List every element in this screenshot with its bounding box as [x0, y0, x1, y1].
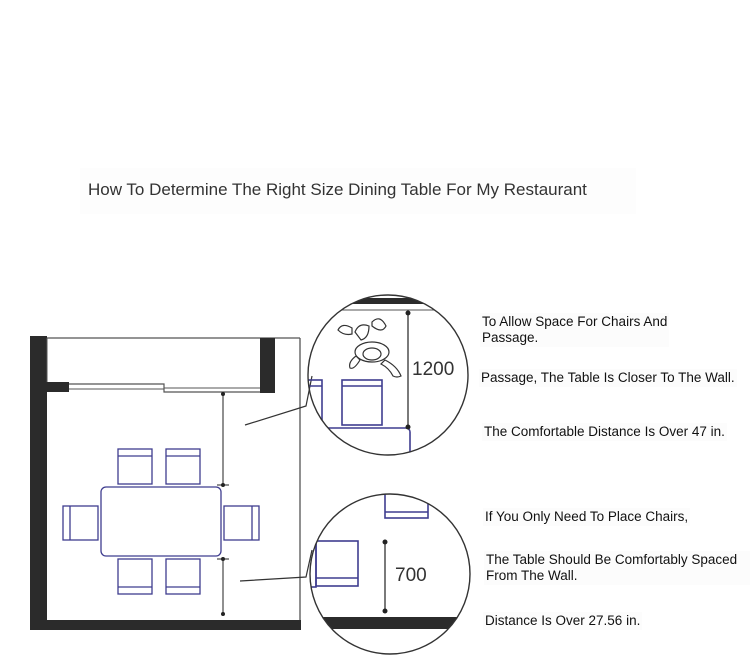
plan-dimension-upper-dot [221, 392, 225, 396]
chair-top-right [166, 449, 200, 484]
callout-top-pointer [245, 376, 312, 425]
callout-bottom-dimension-label: 700 [395, 565, 427, 586]
person-figure-icon [338, 319, 401, 377]
page-title: How To Determine The Right Size Dining Table For My Restaurant [88, 180, 587, 199]
top-note-3: The Comfortable Distance Is Over 47 in. [484, 424, 725, 439]
bottom-note-2-line-2: From The Wall. [486, 568, 578, 583]
top-note-1 [480, 313, 669, 347]
top-note-1-line-1: To Allow Space For Chairs And [482, 314, 668, 329]
bottom-note-3: Distance Is Over 27.56 in. [485, 613, 641, 628]
top-note-2: Passage, The Table Is Closer To The Wall. [481, 370, 735, 385]
callout-top-wall [300, 298, 480, 304]
plan-dimension-lower-dot [221, 612, 225, 616]
chair-bottom-left [118, 559, 152, 594]
bottom-note-2 [484, 551, 750, 585]
floor-plan [30, 336, 301, 630]
table-set [63, 449, 259, 594]
bottom-wall [30, 620, 301, 630]
bottom-note-1: If You Only Need To Place Chairs, [485, 509, 689, 524]
callout-top-dimension-label: 1200 [412, 359, 455, 380]
chair-top-left [118, 449, 152, 484]
upper-right-wall [260, 338, 275, 393]
chair-left [63, 506, 98, 540]
window-ledge-left [47, 382, 69, 392]
callout-bottom-pointer [240, 550, 312, 581]
bottom-note-2-line-1: The Table Should Be Comfortably Spaced [486, 552, 738, 567]
left-wall [30, 336, 47, 629]
top-note-1-line-2: Passage. [482, 330, 539, 345]
chair-right [224, 506, 259, 540]
dining-table [101, 487, 221, 556]
chair-bottom-right [166, 559, 200, 594]
callout-top [245, 295, 480, 468]
